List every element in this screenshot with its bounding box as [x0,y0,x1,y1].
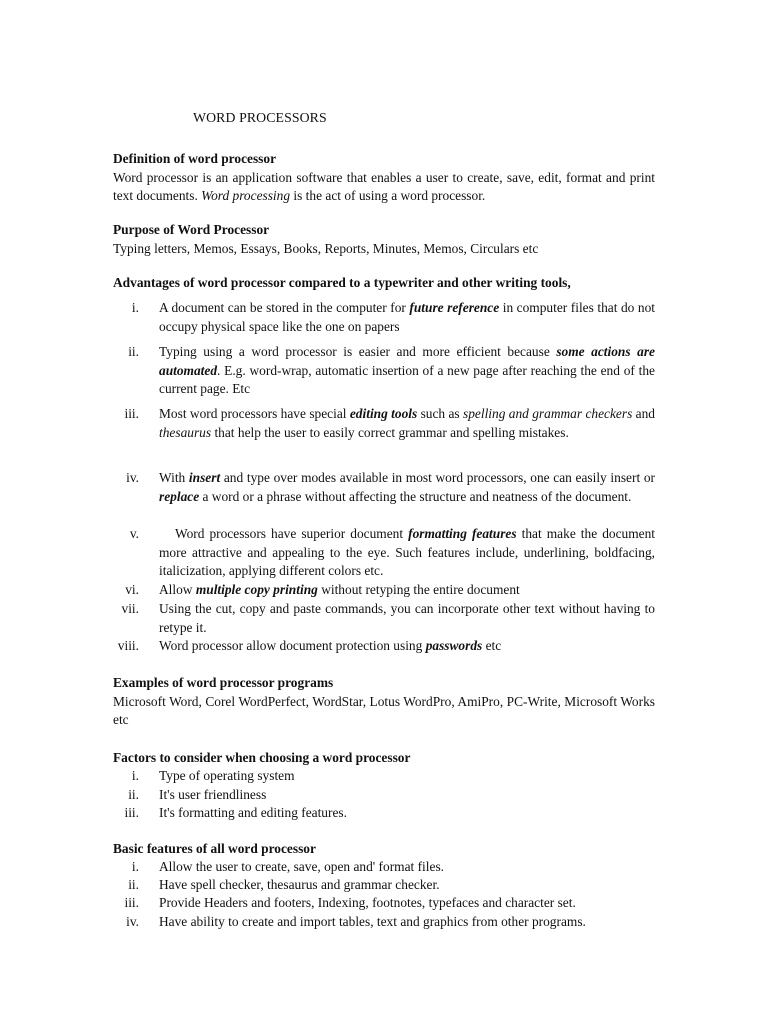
list-number: iv. [126,470,139,485]
list-text [159,299,655,336]
purpose-section [113,221,655,258]
emphasis: insert [188,470,221,485]
list-number: vii. [121,601,139,616]
emphasis: formatting features [408,526,517,541]
page-title: WORD PROCESSORS [193,110,327,125]
emphasis: future reference [409,300,500,315]
examples-heading: Examples of word processor programs [113,675,334,690]
purpose-heading: Purpose of Word Processor [113,222,270,237]
list-text [159,469,655,506]
factors-heading [113,749,655,768]
text-part: Word processor allow document protection using [159,638,426,653]
text-part: in computer files that do not occupy physical space like the one on papers [159,300,655,334]
text-part: without retyping the entire document [317,582,520,597]
list-number: ii. [128,344,139,359]
purpose-text: Typing letters, Memos, Essays, Books, Reports, Minutes, Memos, Circulars etc [113,240,539,256]
emphasis: some actions are automated [159,344,655,378]
list-text: Allow the user to create, save, open and' format files. [159,859,445,874]
list-text [159,637,655,656]
list-text: Using the cut, copy and paste commands, you can incorporate other text without having to retype it. [159,601,655,635]
list-number: iv. [126,914,139,929]
text-part: Typing using a word processor is easier and more efficient because [159,344,557,359]
advantages-heading-text: Advantages of word processor compared to a typewriter and other writing tools, [113,275,571,290]
text-part: . E.g. word-wrap, automatic insertion of a new page after reaching the end of the current page. Etc [159,362,655,396]
list-number: ii. [128,877,139,892]
list-number: iii. [124,895,139,910]
list-number: viii. [117,638,139,653]
examples-text: Microsoft Word, Corel WordPerfect, WordStar, Lotus WordPro, AmiPro, PC-Write, Microsoft Works etc [113,693,655,727]
list-number: iii. [124,805,139,820]
list-number: iii. [124,406,139,421]
definition-text-part: is the act of using a word processor. [290,188,486,203]
list-text: Type of operating system [159,768,295,783]
emphasis: multiple copy printing [195,582,318,597]
text-part: Most word processors have special [159,406,350,421]
emphasis: replace [159,488,200,504]
emphasis: thesaurus [159,424,212,440]
emphasis: editing tools [349,406,418,421]
list-number: i. [131,859,139,874]
basic-heading [113,840,655,859]
text-part: a word or a phrase without affecting the structure and neatness of the document. [199,488,632,504]
list-text [159,343,655,399]
factors-heading-text: Factors to consider when choosing a word processor [113,750,411,765]
text-part: that help the user to easily correct grammar and spelling mistakes. [211,424,569,440]
list-text: It's formatting and editing features. [159,805,347,820]
text-part: With [159,470,189,485]
text-part: Word processors have superior document [175,526,409,541]
list-text: Have spell checker, thesaurus and grammar checker. [159,877,440,892]
text-part: such as [417,406,464,421]
definition-text-part: Word processor is an application software that enables a user to create, save, edit, format and print text documents. [113,169,655,203]
list-number: v. [129,526,139,541]
list-text [159,405,655,442]
text-part: that make the document more attractive and appealing to the eye. Such features include, underlining, boldfacing, italicization, applying different colors etc. [159,526,656,578]
list-number: i. [131,768,139,783]
emphasis: spelling and grammar checkers [463,406,633,421]
definition-section [113,150,655,206]
text-part: and type over modes available in most word processors, one can easily insert or [220,470,655,485]
list-number: vi. [125,582,139,597]
list-number: ii. [128,787,139,802]
list-number: i. [131,300,139,315]
definition-text [113,169,655,206]
text-part: A document can be stored in the computer for [159,300,410,315]
emphasis: passwords [425,638,483,653]
list-text: Have ability to create and import tables, text and graphics from other programs. [159,914,586,929]
list-text: It's user friendliness [159,787,267,802]
list-text: Provide Headers and footers, Indexing, footnotes, typefaces and character set. [159,895,576,910]
text-part: etc [482,638,502,653]
definition-heading: Definition of word processor [113,151,277,166]
list-text [159,525,655,581]
text-part: and [632,406,655,421]
examples-section [113,674,655,730]
text-part: Allow [159,582,196,597]
definition-text-emphasis: Word processing [201,188,291,203]
advantages-heading [113,274,655,293]
basic-heading-text: Basic features of all word processor [113,841,316,856]
list-text [159,581,655,600]
